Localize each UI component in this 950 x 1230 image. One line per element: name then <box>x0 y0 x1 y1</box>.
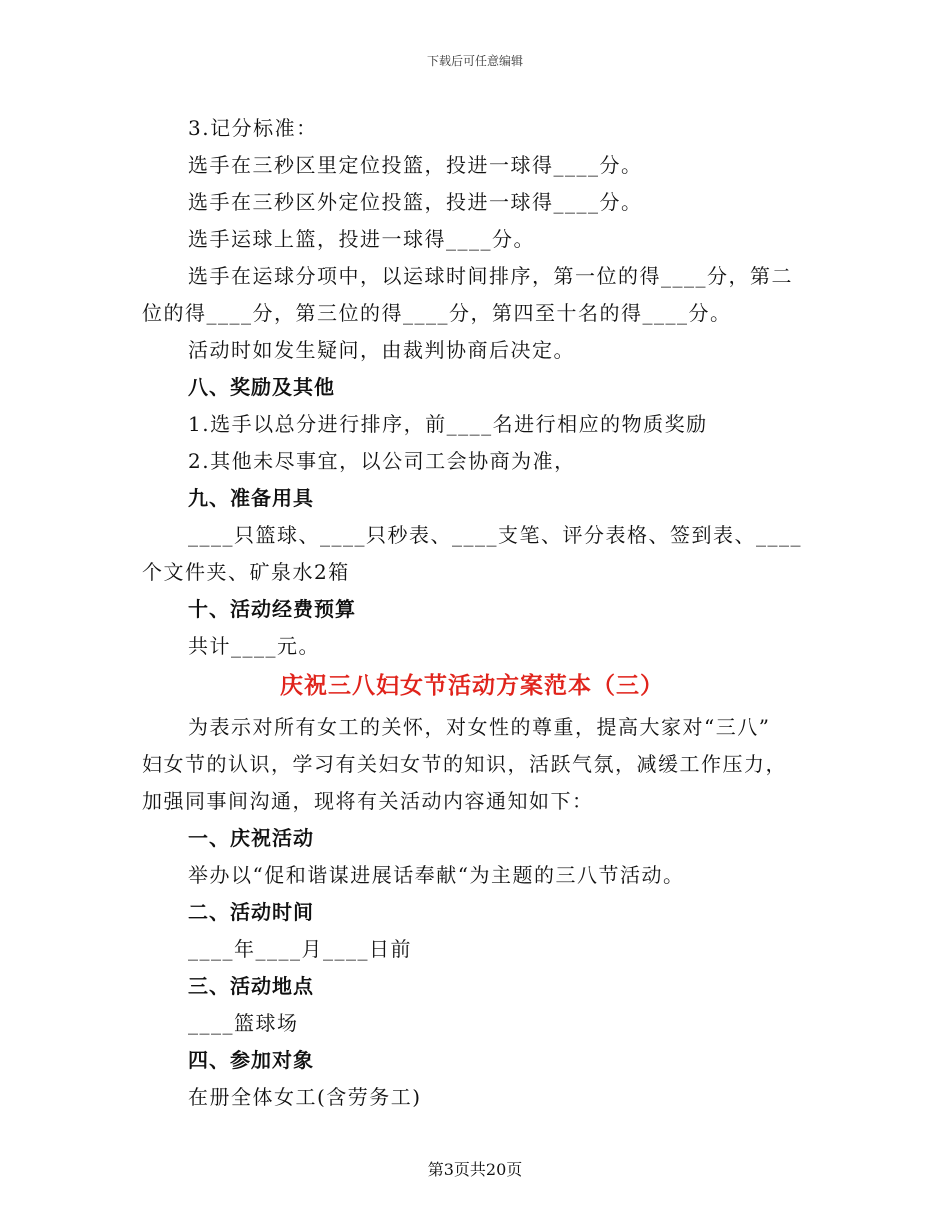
section-heading-celebration: 一、庆祝活动 <box>188 826 314 850</box>
paragraph-line: 2.其他未尽事宜，以公司工会协商为准， <box>188 449 576 473</box>
scoring-heading: 3.记分标准： <box>188 116 318 140</box>
paragraph-line: 选手在运球分项中，以运球时间排序，第一位的得____分，第二 <box>188 264 793 288</box>
paragraph-line: 共计____元。 <box>188 634 320 658</box>
paragraph-line: 举办以“促和谐谋进展话奉献“为主题的三八节活动。 <box>188 863 685 887</box>
paragraph-line: 位的得____分，第三位的得____分，第四至十名的得____分。 <box>142 301 732 325</box>
paragraph-line: 选手运球上篮，投进一球得____分。 <box>188 227 535 251</box>
paragraph-line: ____年____月____日前 <box>188 937 412 961</box>
section-heading-awards: 八、奖励及其他 <box>188 375 335 399</box>
paragraph-line: 活动时如发生疑问，由裁判协商后决定。 <box>188 338 575 362</box>
paragraph-line: 妇女节的认识，学习有关妇女节的知识，活跃气氛，减缓工作压力， <box>142 752 787 776</box>
paragraph-line: 为表示对所有女工的关怀，对女性的尊重，提高大家对“三八” <box>188 715 771 739</box>
section-heading-time: 二、活动时间 <box>188 900 314 924</box>
paragraph-line: 选手在三秒区外定位投篮，投进一球得____分。 <box>188 190 643 214</box>
document-title: 庆祝三八妇女节活动方案范本（三） <box>280 673 664 699</box>
section-heading-budget: 十、活动经费预算 <box>188 597 356 621</box>
section-heading-participants: 四、参加对象 <box>188 1048 314 1072</box>
section-heading-equipment: 九、准备用具 <box>188 486 314 510</box>
paragraph-line: 个文件夹、矿泉水2箱 <box>142 560 350 584</box>
document-body <box>142 110 802 1116</box>
section-heading-location: 三、活动地点 <box>188 974 314 998</box>
paragraph-line: 1.选手以总分进行排序，前____名进行相应的物质奖励 <box>188 412 708 436</box>
paragraph-line: ____篮球场 <box>188 1011 299 1035</box>
paragraph-line: 在册全体女工(含劳务工) <box>188 1085 422 1109</box>
paragraph-line: 加强同事间沟通，现将有关活动内容通知如下： <box>142 789 594 813</box>
paragraph-line: ____只篮球、____只秒表、____支笔、评分表格、签到表、____ <box>188 523 802 547</box>
page-footer: 第3页共20页 <box>427 1160 523 1179</box>
paragraph-line: 选手在三秒区里定位投篮，投进一球得____分。 <box>188 153 643 177</box>
page-header: 下载后可任意编辑 <box>426 54 523 68</box>
